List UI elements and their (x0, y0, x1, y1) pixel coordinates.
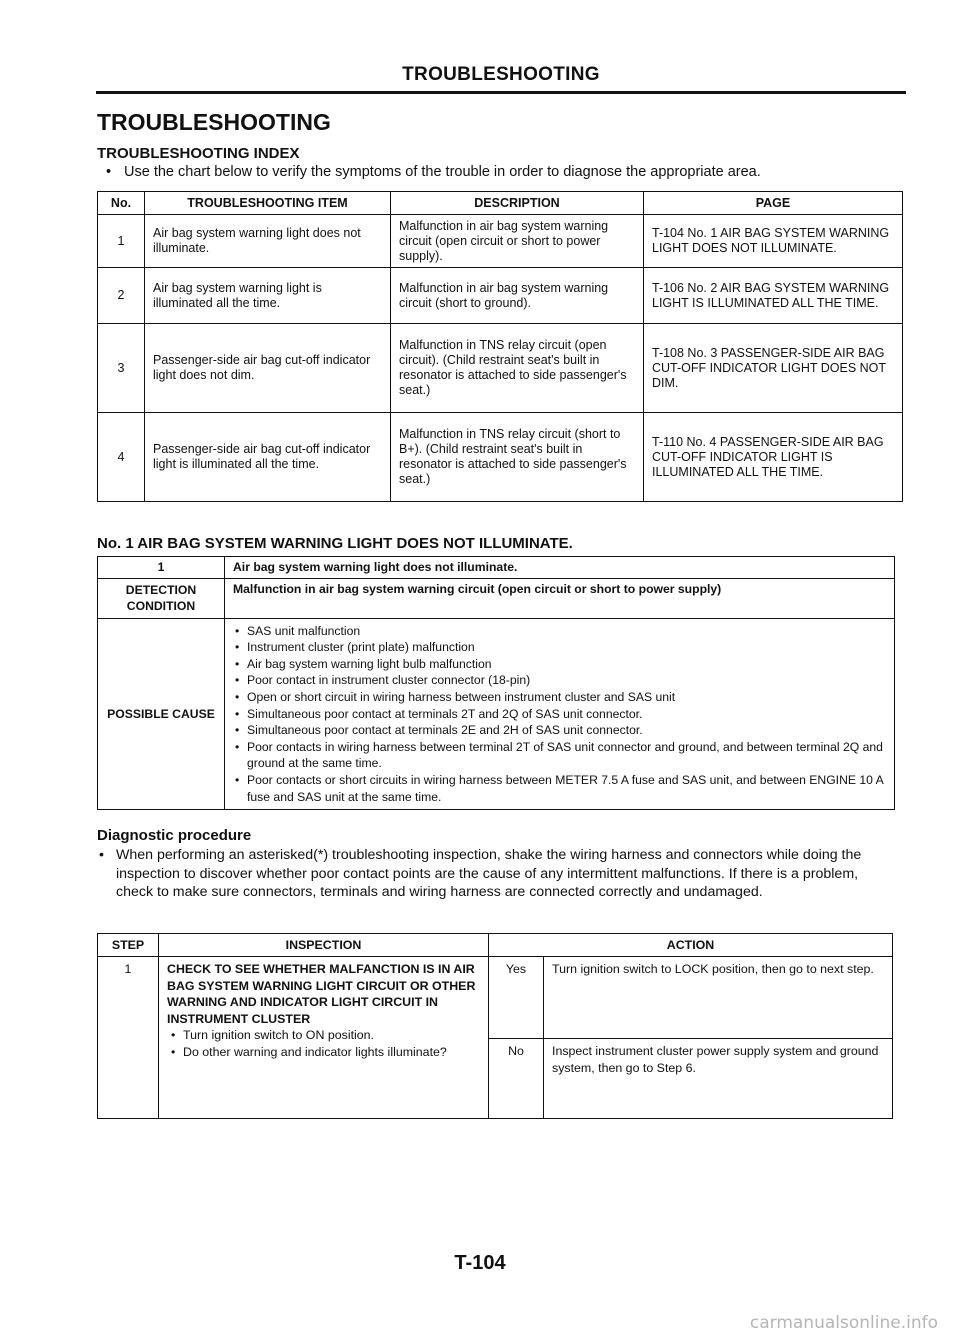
index-col-no: No. (98, 192, 145, 215)
row-item: Passenger-side air bag cut-off indicator light is illuminated all the time. (145, 413, 391, 502)
detection-label: DETECTION CONDITION (98, 578, 225, 618)
step-col-step: STEP (98, 934, 159, 957)
table-row (98, 957, 893, 1039)
header-rule (96, 91, 906, 94)
row-page-link[interactable]: T-108 No. 3 PASSENGER-SIDE AIR BAG CUT-OFF INDICATOR LIGHT DOES NOT DIM. (644, 324, 903, 413)
no1-title: No. 1 AIR BAG SYSTEM WARNING LIGHT DOES NOT ILLUMINATE. (97, 535, 573, 552)
troubleshooting-index-table (97, 191, 903, 502)
table-row (98, 215, 903, 268)
row-page-link[interactable]: T-104 No. 1 AIR BAG SYSTEM WARNING LIGHT DOES NOT ILLUMINATE. (644, 215, 903, 268)
row-item: Air bag system warning light is illuminated all the time. (145, 268, 391, 324)
no1-detail-table (97, 556, 895, 810)
possible-cause-list (233, 623, 886, 806)
index-col-description: DESCRIPTION (391, 192, 644, 215)
diagnostic-note (99, 846, 896, 902)
list-item: • SAS unit malfunction (233, 623, 886, 640)
no1-number: 1 (98, 557, 225, 579)
list-item: • Open or short circuit in wiring harness between instrument cluster and SAS unit (233, 689, 886, 706)
list-item: • Do other warning and indicator lights illuminate? (167, 1044, 480, 1061)
no1-cause-row (98, 618, 895, 810)
row-description: Malfunction in TNS relay circuit (open circuit). (Child restraint seat's built in resonator is attached to side passenger's seat.) (391, 324, 644, 413)
list-item: • Simultaneous poor contact at terminals 2E and 2H of SAS unit connector. (233, 722, 886, 739)
step-number: 1 (98, 957, 159, 1119)
page-number: T-104 (454, 1252, 506, 1274)
list-item: • Air bag system warning light bulb malfunction (233, 656, 886, 673)
table-row (98, 324, 903, 413)
diagnostic-note-text: When performing an asterisked(*) troubleshooting inspection, shake the wiring harness and connectors while doing the inspection to discover whether poor contact points are the cause of any intermittent malfunctions. If there is a problem, check to make sure connectors, terminals and wiring harness are connected correctly and undamaged. (116, 847, 862, 900)
no-label: No (489, 1039, 544, 1119)
row-item: Air bag system warning light does not illuminate. (145, 215, 391, 268)
step-inspection-list (167, 1027, 480, 1060)
row-description: Malfunction in TNS relay circuit (short to B+). (Child restraint seat's built in resonator is attached to side passenger's seat.) (391, 413, 644, 502)
step-col-inspection: INSPECTION (159, 934, 489, 957)
step-col-action: ACTION (489, 934, 893, 957)
step-header-row (98, 934, 893, 957)
index-col-page: PAGE (644, 192, 903, 215)
list-item: • Poor contacts or short circuits in wiring harness between METER 7.5 A fuse and SAS unit, and between ENGINE 10 A fuse and SAS unit at the same time. (233, 772, 886, 805)
no-action: Inspect instrument cluster power supply system and ground system, then go to Step 6. (544, 1039, 893, 1119)
yes-label: Yes (489, 957, 544, 1039)
section-title: TROUBLESHOOTING (97, 109, 331, 135)
bullet-icon: • (99, 847, 104, 863)
possible-cause-cell (225, 618, 895, 810)
possible-cause-label: POSSIBLE CAUSE (98, 618, 225, 810)
list-item: • Poor contacts in wiring harness between terminal 2T of SAS unit connector and ground, and between terminal 2Q and ground at the same time. (233, 739, 886, 772)
detection-condition: Malfunction in air bag system warning circuit (open circuit or short to power supply) (225, 578, 895, 618)
row-no: 3 (98, 324, 145, 413)
diagnostic-step-table (97, 933, 893, 1119)
list-item: • Turn ignition switch to ON position. (167, 1027, 480, 1044)
row-no: 4 (98, 413, 145, 502)
bullet-icon: • (106, 164, 112, 180)
list-item: • Instrument cluster (print plate) malfunction (233, 639, 886, 656)
row-no: 2 (98, 268, 145, 324)
yes-action: Turn ignition switch to LOCK position, then go to next step. (544, 957, 893, 1039)
page-header-title: TROUBLESHOOTING (402, 64, 600, 85)
row-description: Malfunction in air bag system warning circuit (short to ground). (391, 268, 644, 324)
index-title: TROUBLESHOOTING INDEX (97, 145, 300, 162)
row-description: Malfunction in air bag system warning circuit (open circuit or short to power supply). (391, 215, 644, 268)
row-page-link[interactable]: T-106 No. 2 AIR BAG SYSTEM WARNING LIGHT IS ILLUMINATED ALL THE TIME. (644, 268, 903, 324)
index-header-row (98, 192, 903, 215)
diagnostic-title: Diagnostic procedure (97, 827, 252, 844)
index-note (106, 164, 761, 180)
row-page-link[interactable]: T-110 No. 4 PASSENGER-SIDE AIR BAG CUT-OFF INDICATOR LIGHT IS ILLUMINATED ALL THE TIME. (644, 413, 903, 502)
index-note-text: Use the chart below to verify the symptoms of the trouble in order to diagnose the appropriate area. (124, 164, 761, 180)
row-item: Passenger-side air bag cut-off indicator light does not dim. (145, 324, 391, 413)
list-item: • Simultaneous poor contact at terminals 2T and 2Q of SAS unit connector. (233, 706, 886, 723)
row-no: 1 (98, 215, 145, 268)
watermark: carmanualsonline.info (749, 1313, 938, 1333)
index-col-item: TROUBLESHOOTING ITEM (145, 192, 391, 215)
step-inspection-cell (159, 957, 489, 1119)
table-row (98, 413, 903, 502)
no1-symptom-row (98, 557, 895, 579)
step-inspection-title: CHECK TO SEE WHETHER MALFANCTION IS IN AIR BAG SYSTEM WARNING LIGHT CIRCUIT OR OTHER WARNING AND INDICATOR LIGHT CIRCUIT IN INSTRUMENT CLUSTER (167, 962, 476, 1026)
table-row (98, 268, 903, 324)
list-item: • Poor contact in instrument cluster connector (18-pin) (233, 672, 886, 689)
no1-detection-row (98, 578, 895, 618)
no1-symptom: Air bag system warning light does not illuminate. (225, 557, 895, 579)
